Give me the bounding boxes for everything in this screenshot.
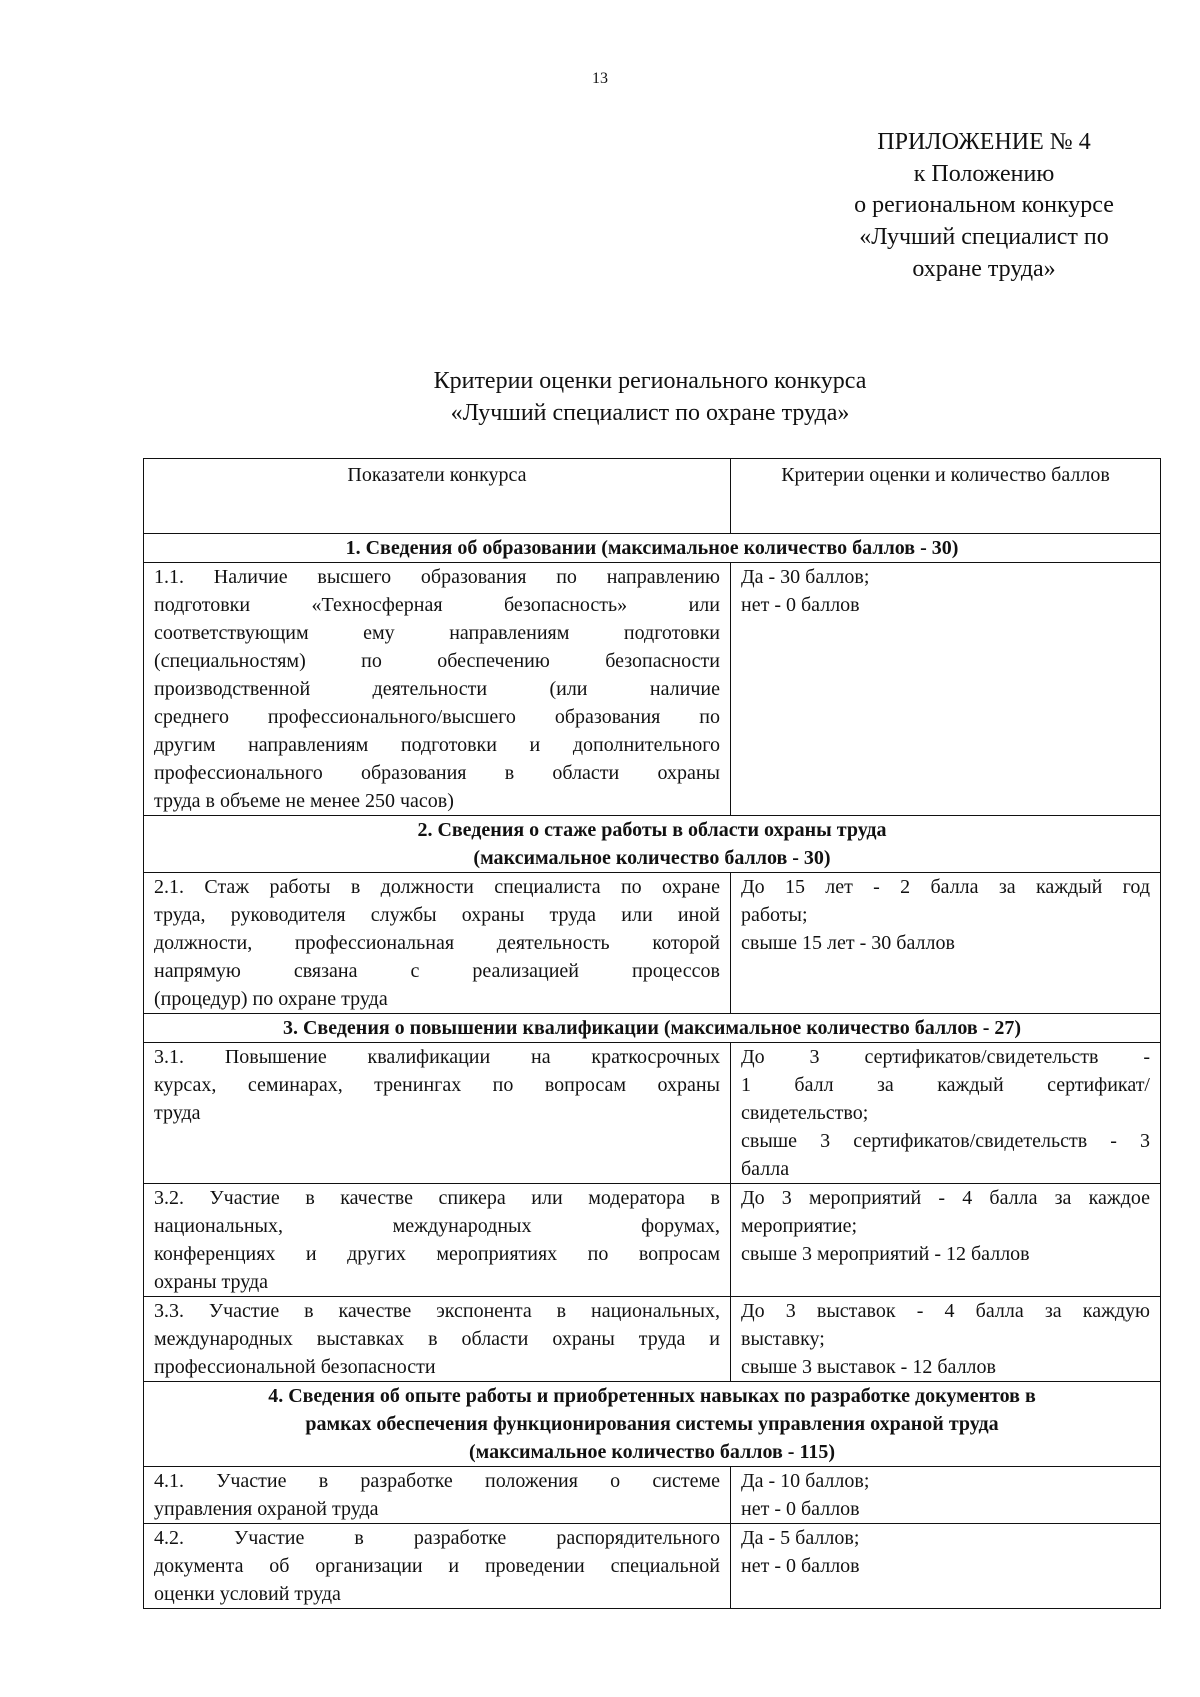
indicator-text-line: охраны труда [154, 1271, 269, 1293]
table-row [144, 1467, 1161, 1524]
criteria-cell [731, 873, 1161, 1014]
section-heading-row [144, 1382, 1161, 1467]
indicator-cell [144, 1043, 731, 1184]
table-row [144, 1297, 1161, 1382]
indicator-text-line: должности, профессиональная деятельность которой [154, 932, 720, 954]
page-number: 13 [592, 70, 608, 87]
indicator-text-line: профессиональной безопасности [154, 1356, 436, 1378]
appendix-header [828, 127, 1140, 285]
section-heading [144, 816, 1161, 873]
indicator-cell [144, 563, 731, 816]
section-heading-line: 3. Сведения о повышении квалификации (максимальное количество баллов - 27) [282, 1017, 1022, 1039]
indicator-text-line: труда в объеме не менее 250 часов) [154, 790, 454, 812]
indicator-cell [144, 1467, 731, 1524]
indicator-text-line: (специальностям) по обеспечению безопасности [154, 650, 720, 672]
criteria-text-line: До 3 выставок - 4 балла за каждую [741, 1300, 1150, 1322]
criteria-text-line: Да - 30 баллов; [741, 566, 870, 588]
indicator-text-line: другим направлениям подготовки и дополнительного [154, 734, 720, 756]
table-row [144, 1184, 1161, 1297]
indicator-text-line: (процедур) по охране труда [154, 988, 388, 1010]
document-title-line: «Лучший специалист по охране труда» [450, 399, 850, 426]
indicator-text-line: напрямую связана с реализацией процессов [154, 960, 720, 982]
indicator-text-line: курсах, семинарах, тренингах по вопросам охраны [154, 1074, 720, 1096]
document-title [150, 366, 1150, 430]
indicator-text-line: документа об организации и проведении специальной [154, 1555, 720, 1577]
appendix-line: ПРИЛОЖЕНИЕ № 4 [877, 129, 1091, 155]
criteria-table [143, 458, 1161, 1609]
indicator-text-line: среднего профессионального/высшего образования по [154, 706, 720, 728]
appendix-line: о региональном конкурсе [854, 192, 1114, 219]
criteria-text-line: нет - 0 баллов [741, 1498, 860, 1520]
indicator-text-line: 3.1. Повышение квалификации на краткосрочных [154, 1046, 720, 1068]
criteria-cell [731, 1297, 1161, 1382]
criteria-text-line: нет - 0 баллов [741, 1555, 860, 1577]
section-heading-line: 2. Сведения о стаже работы в области охраны труда [417, 819, 887, 841]
indicator-text-line: национальных, международных форумах, [154, 1215, 720, 1237]
criteria-text-line: 1 балл за каждый сертификат/ [741, 1074, 1150, 1096]
criteria-text-line: свидетельство; [741, 1102, 869, 1124]
table-row [144, 873, 1161, 1014]
criteria-text-line: свыше 15 лет - 30 баллов [741, 932, 955, 954]
indicator-cell [144, 1524, 731, 1609]
table-row [144, 563, 1161, 816]
section-heading-line: 4. Сведения об опыте работы и приобретенных навыках по разработке документов в [268, 1385, 1036, 1407]
criteria-text-line: работы; [741, 904, 808, 926]
table-body [144, 534, 1161, 1609]
indicator-text-line: управления охраной труда [154, 1498, 379, 1520]
indicator-text-line: 2.1. Стаж работы в должности специалиста по охране [154, 876, 720, 898]
indicator-text-line: оценки условий труда [154, 1583, 341, 1605]
section-heading-row [144, 1014, 1161, 1043]
table-header-row [144, 459, 1161, 534]
criteria-text-line: мероприятие; [741, 1215, 858, 1237]
indicator-text-line: 3.3. Участие в качестве экспонента в национальных, [154, 1300, 720, 1322]
appendix-line: к Положению [913, 160, 1055, 187]
indicator-text-line: 1.1. Наличие высшего образования по направлению [154, 566, 720, 588]
indicator-text-line: труда, руководителя службы охраны труда или иной [154, 904, 720, 926]
criteria-text-line: Да - 5 баллов; [741, 1527, 860, 1549]
indicator-text-line: конференциях и других мероприятиях по вопросам [154, 1243, 720, 1265]
indicator-text-line: профессионального образования в области охраны [154, 762, 720, 784]
indicator-text-line: 4.2. Участие в разработке распорядительного [154, 1527, 720, 1549]
document-title-line: Критерии оценки регионального конкурса [433, 368, 867, 394]
indicator-text-line: 4.1. Участие в разработке положения о системе [154, 1470, 720, 1492]
column-header-indicators: Показатели конкурса [144, 459, 731, 534]
criteria-text-line: свыше 3 мероприятий - 12 баллов [741, 1243, 1030, 1265]
indicator-cell [144, 1297, 731, 1382]
criteria-cell [731, 1043, 1161, 1184]
column-header-criteria: Критерии оценки и количество баллов [731, 459, 1161, 534]
appendix-line: охране труда» [912, 255, 1056, 282]
indicator-text-line: труда [154, 1102, 201, 1124]
section-heading-line: (максимальное количество баллов - 30) [473, 847, 831, 869]
indicator-cell [144, 1184, 731, 1297]
indicator-text-line: производственной деятельности (или наличие [154, 678, 720, 700]
table-row [144, 1524, 1161, 1609]
section-heading-line: 1. Сведения об образовании (максимальное количество баллов - 30) [345, 537, 959, 559]
criteria-text-line: выставку; [741, 1328, 825, 1350]
section-heading [144, 1382, 1161, 1467]
criteria-text-line: До 15 лет - 2 балла за каждый год [741, 876, 1150, 898]
section-heading [144, 534, 1161, 563]
indicator-cell [144, 873, 731, 1014]
table-row [144, 1043, 1161, 1184]
criteria-cell [731, 1467, 1161, 1524]
criteria-text-line: До 3 мероприятий - 4 балла за каждое [741, 1187, 1150, 1209]
appendix-line: «Лучший специалист по [859, 224, 1109, 251]
indicator-text-line: 3.2. Участие в качестве спикера или модератора в [154, 1187, 720, 1209]
section-heading-row [144, 816, 1161, 873]
criteria-cell [731, 1184, 1161, 1297]
indicator-text-line: подготовки «Техносферная безопасность» или [154, 594, 720, 616]
criteria-text-line: нет - 0 баллов [741, 594, 860, 616]
criteria-text-line: Да - 10 баллов; [741, 1470, 870, 1492]
indicator-text-line: международных выставках в области охраны труда и [154, 1328, 720, 1350]
indicator-text-line: соответствующим ему направлениям подготовки [154, 622, 720, 644]
section-heading-line: рамках обеспечения функционирования системы управления охраной труда [305, 1413, 999, 1435]
section-heading-line: (максимальное количество баллов - 115) [468, 1441, 836, 1463]
section-heading-row [144, 534, 1161, 563]
criteria-text-line: свыше 3 сертификатов/свидетельств - 3 [741, 1130, 1150, 1152]
criteria-text-line: балла [741, 1158, 790, 1180]
criteria-text-line: свыше 3 выставок - 12 баллов [741, 1356, 996, 1378]
criteria-cell [731, 563, 1161, 816]
criteria-text-line: До 3 сертификатов/свидетельств - [741, 1046, 1150, 1068]
criteria-cell [731, 1524, 1161, 1609]
section-heading [144, 1014, 1161, 1043]
